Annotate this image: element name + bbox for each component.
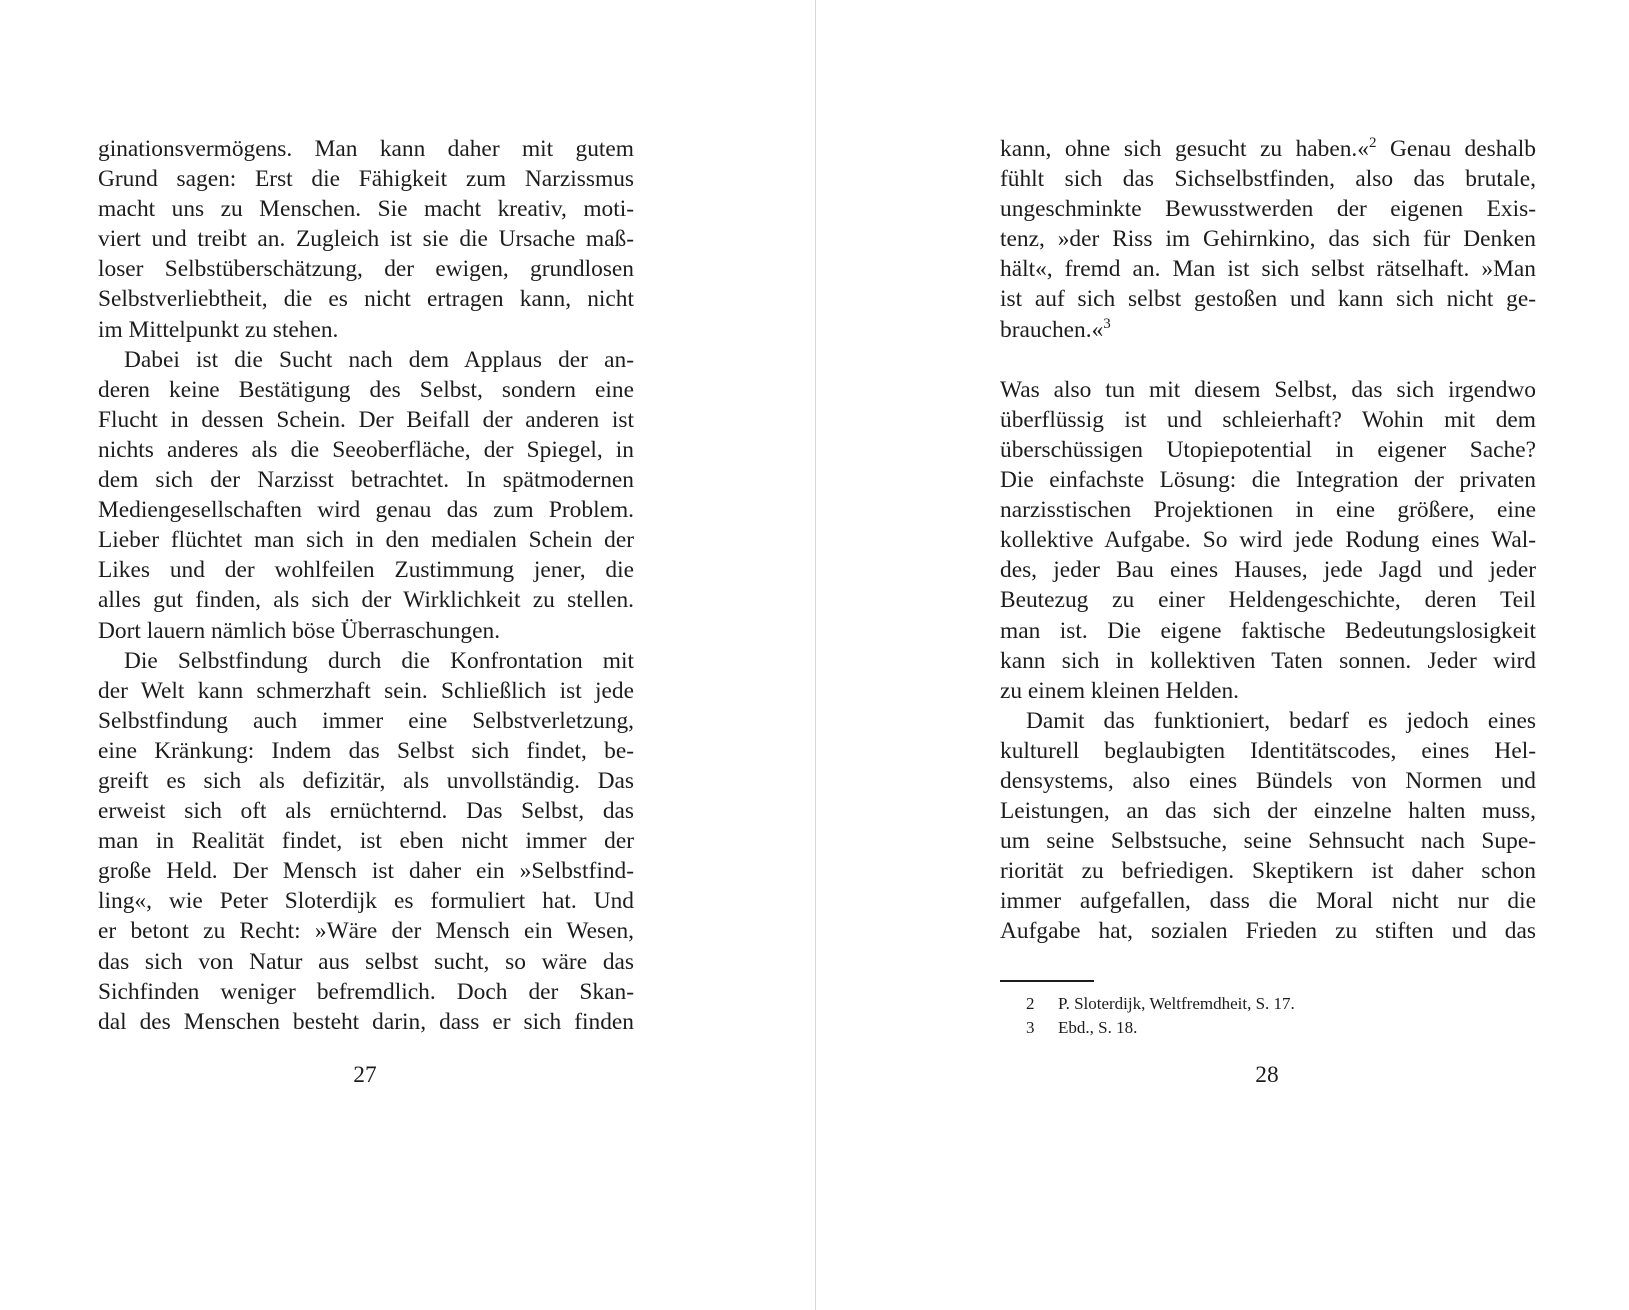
- text-line: des, jeder Bau eines Hauses, jede Jagd und jeder: [1000, 557, 1536, 584]
- text-line: [1000, 134, 1536, 164]
- text-line: Dabei ist die Sucht nach dem Applaus der an-: [124, 346, 634, 373]
- text-line: man in Realität findet, ist eben nicht immer der: [98, 828, 634, 855]
- text-line: überschüssigen Utopiepotential in eigener Sache?: [1000, 436, 1536, 463]
- footnote-ref: 2: [1368, 135, 1377, 151]
- text-line: Aufgabe hat, sozialen Frieden zu stiften und das: [1000, 918, 1536, 945]
- text-line: ling«, wie Peter Sloterdijk es formuliert hat. Und: [98, 888, 634, 915]
- left-page-text: [98, 134, 634, 1037]
- text-line: man ist. Die eigene faktische Bedeutungslosigkeit: [1000, 617, 1536, 644]
- text-line: Selbstverliebtheit, die es nicht ertragen kann, nicht: [98, 286, 634, 313]
- text-line: tenz, »der Riss im Gehirnkino, das sich für Denken: [1000, 226, 1536, 253]
- text-line: das sich von Natur aus selbst sucht, so wäre das: [98, 948, 634, 975]
- footnote-text: P. Sloterdijk, Weltfremdheit, S. 17.: [1058, 994, 1295, 1013]
- text-line: ungeschminkte Bewusstwerden der eigenen Exis-: [1000, 196, 1536, 223]
- text-line: dem sich der Narzisst betrachtet. In spätmodernen: [98, 467, 634, 494]
- text-line: zu einem kleinen Helden.: [1000, 677, 1240, 704]
- footnote-number: 2: [1026, 994, 1035, 1013]
- text-line: große Held. Der Mensch ist daher ein »Selbstfind-: [98, 858, 634, 885]
- text-line: riorität zu befriedigen. Skeptikern ist daher schon: [1000, 858, 1536, 885]
- text-line: ist auf sich selbst gestoßen und kann sich nicht ge-: [1000, 286, 1536, 313]
- footnote: [1000, 1016, 1536, 1040]
- footnotes: [1000, 992, 1536, 1040]
- text-line: überflüssig ist und schleierhaft? Wohin mit dem: [1000, 406, 1536, 433]
- text-line: Leistungen, an das sich der einzelne halten muss,: [1000, 798, 1536, 825]
- text-line: ginationsvermögens. Man kann daher mit gutem: [98, 136, 634, 162]
- text-line: Mediengesellschaften wird genau das zum Problem.: [98, 497, 634, 524]
- text-line: Flucht in dessen Schein. Der Beifall der anderen ist: [98, 406, 634, 433]
- text-segment: Genau deshalb: [1376, 136, 1536, 162]
- text-line: macht uns zu Menschen. Sie macht kreativ, moti-: [98, 196, 634, 223]
- text-segment: kann, ohne sich gesucht zu haben.«: [1000, 136, 1369, 162]
- text-line: alles gut finden, als sich der Wirklichkeit zu stellen.: [98, 587, 634, 614]
- text-line: um seine Selbstsuche, seine Sehnsucht nach Supe-: [1000, 828, 1536, 855]
- text-line: hält«, fremd an. Man ist sich selbst rätselhaft. »Man: [1000, 256, 1536, 283]
- text-line: nichts anderes als die Seeoberfläche, der Spiegel, in: [98, 436, 634, 463]
- text-line: dal des Menschen besteht darin, dass er sich finden: [98, 1008, 634, 1035]
- text-line: fühlt sich das Sichselbstfinden, also das brutale,: [1000, 166, 1536, 193]
- text-line: Dort lauern nämlich böse Überraschungen.: [98, 617, 501, 644]
- footnote-ref: 3: [1103, 315, 1111, 332]
- text-line: immer aufgefallen, dass die Moral nicht nur die: [1000, 888, 1536, 915]
- section-break: [1000, 345, 1536, 375]
- text-line: erweist sich oft als ernüchternd. Das Selbst, das: [98, 798, 634, 825]
- text-line: Lieber flüchtet man sich in den medialen Schein der: [98, 527, 634, 554]
- text-line: Damit das funktioniert, bedarf es jedoch eines: [1026, 707, 1536, 734]
- page-number-left: 27: [353, 1062, 377, 1088]
- text-line: der Welt kann schmerzhaft sein. Schließlich ist jede: [98, 677, 634, 704]
- text-line: densystems, also eines Bündels von Normen und: [1000, 767, 1536, 794]
- text-line: Grund sagen: Erst die Fähigkeit zum Narzissmus: [98, 166, 634, 193]
- text-line: greift es sich als defizitär, als unvollständig. Das: [98, 767, 634, 794]
- text-line: Beutezug zu einer Heldengeschichte, deren Teil: [1000, 587, 1536, 614]
- text-line: Was also tun mit diesem Selbst, das sich irgendwo: [1000, 376, 1536, 403]
- text-line: Selbstfindung auch immer eine Selbstverletzung,: [98, 707, 634, 734]
- right-page-text: [1000, 134, 1536, 947]
- text-segment: brauchen.«: [1000, 316, 1104, 343]
- text-line: eine Kränkung: Indem das Selbst sich findet, be-: [98, 737, 634, 764]
- text-line: kollektive Aufgabe. So wird jede Rodung eines Wal-: [1000, 527, 1536, 554]
- text-line: viert und treibt an. Zugleich ist sie die Ursache maß-: [98, 226, 634, 253]
- text-line: kann sich in kollektiven Taten sonnen. Jeder wird: [1000, 647, 1536, 674]
- text-line: Likes und der wohlfeilen Zustimmung jener, die: [98, 557, 634, 584]
- text-line: narzisstischen Projektionen in eine größere, eine: [1000, 497, 1536, 524]
- text-line: Die Selbstfindung durch die Konfrontation mit: [124, 647, 634, 674]
- text-line: [1000, 315, 1536, 345]
- text-line: Sichfinden weniger befremdlich. Doch der Skan-: [98, 978, 634, 1005]
- text-line: er betont zu Recht: »Wäre der Mensch ein Wesen,: [98, 918, 634, 945]
- footnote: [1000, 992, 1536, 1016]
- footnote-rule: [1000, 980, 1094, 982]
- text-line: loser Selbstüberschätzung, der ewigen, grundlosen: [98, 256, 634, 283]
- text-line: Die einfachste Lösung: die Integration der privaten: [1000, 467, 1536, 494]
- footnote-text: Ebd., S. 18.: [1058, 1018, 1138, 1037]
- right-page: [816, 0, 1629, 1310]
- page-number-right: 28: [1255, 1062, 1279, 1088]
- text-line: deren keine Bestätigung des Selbst, sondern eine: [98, 376, 634, 403]
- text-line: kulturell beglaubigten Identitätscodes, eines Hel-: [1000, 737, 1536, 764]
- footnote-number: 3: [1026, 1018, 1035, 1037]
- text-line: im Mittelpunkt zu stehen.: [98, 316, 339, 343]
